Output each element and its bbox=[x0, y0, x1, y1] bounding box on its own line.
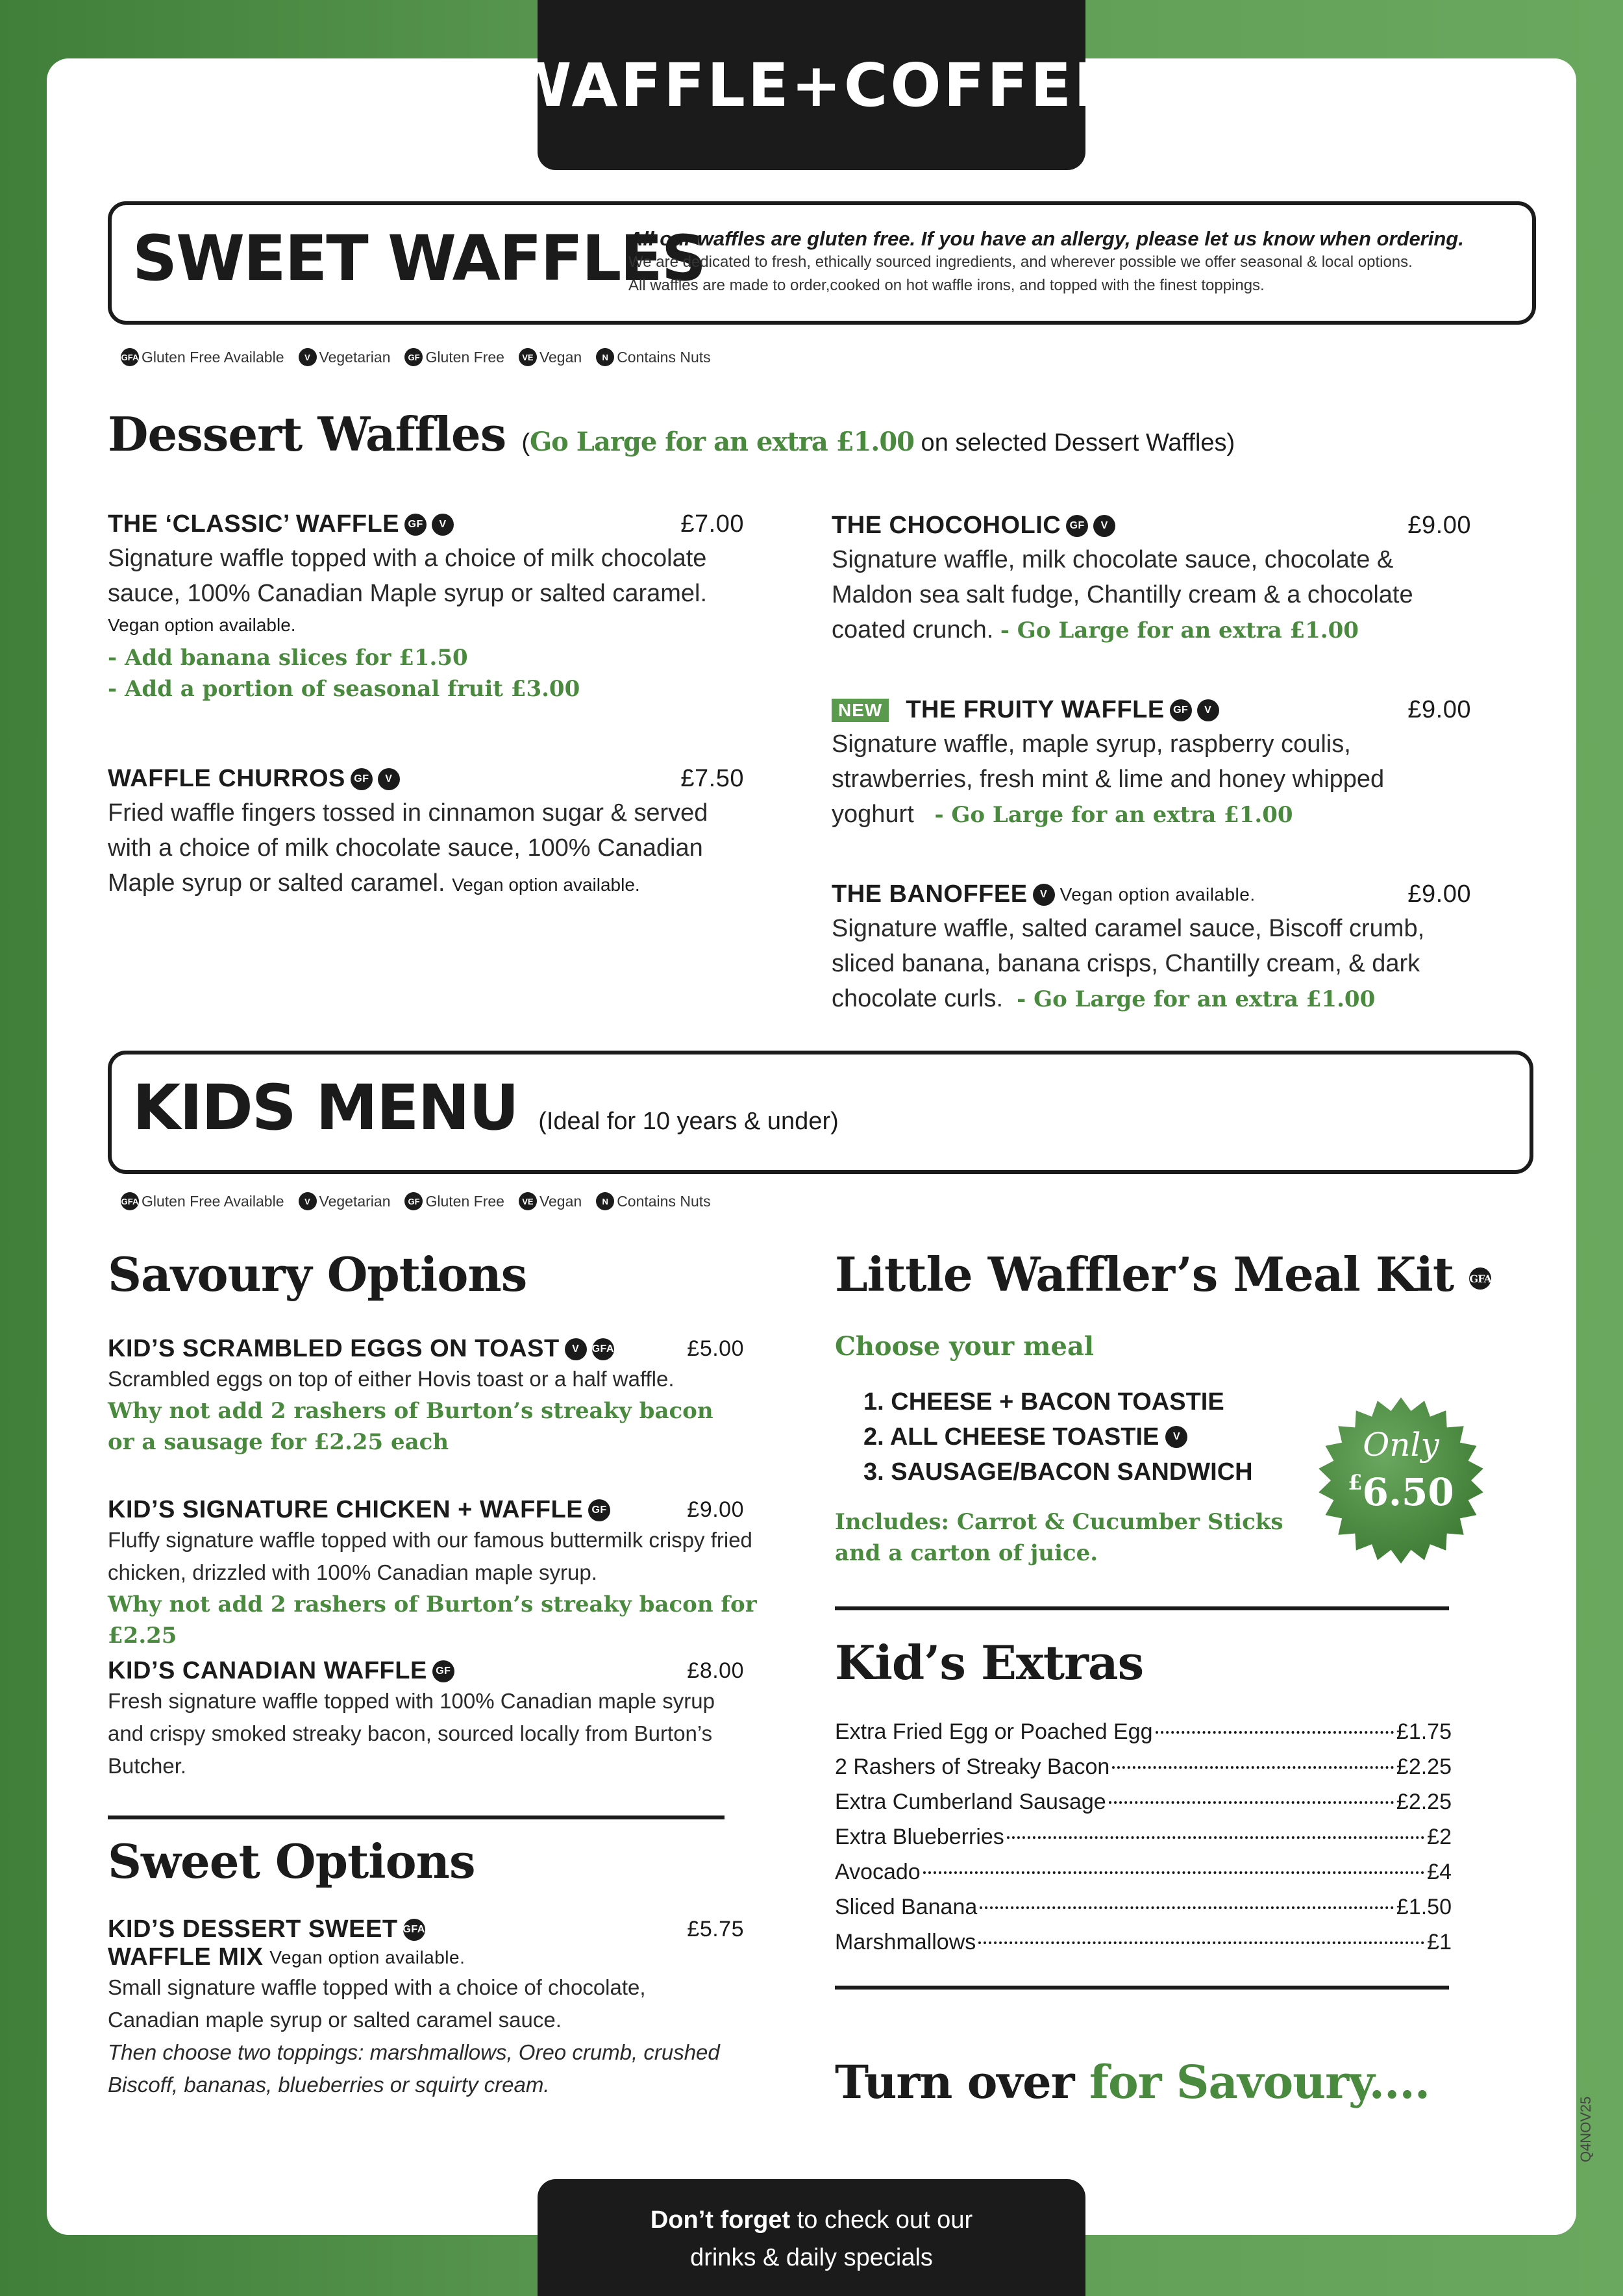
banoffee-vegan-note: Vegan option available. bbox=[1059, 884, 1256, 905]
dessert-mix-vegan-note: Vegan option available. bbox=[269, 1947, 465, 1967]
gluten-free-icon: GF bbox=[588, 1499, 610, 1521]
menu-code: Q4NOV25 bbox=[1578, 2096, 1594, 2162]
gluten-free-icon: GF bbox=[404, 514, 427, 536]
classic-waffle-item bbox=[108, 510, 744, 705]
kids-dessert-item bbox=[108, 1915, 744, 2101]
footer-rest: to check out our bbox=[790, 2206, 973, 2234]
nuts-icon: N bbox=[596, 1192, 614, 1210]
dessert-mix-toppings: Then choose two toppings: marshmallows, Oreo crumb, crushed Biscoff, bananas, blueberries or squirty cream. bbox=[108, 2040, 720, 2097]
fruity-go-large: - Go Large for an extra £1.00 bbox=[934, 802, 1293, 828]
banoffee-name: THE BANOFFEE bbox=[832, 880, 1028, 908]
chocoholic-go-large: - Go Large for an extra £1.00 bbox=[1000, 618, 1359, 643]
extra-item bbox=[835, 1925, 1452, 1960]
dietary-legend bbox=[121, 348, 711, 366]
badge-price: 6.50 bbox=[1362, 1470, 1454, 1514]
meal-option-3-label: 3. SAUSAGE/BACON SANDWICH bbox=[863, 1458, 1253, 1486]
includes-line2: and a carton of juice. bbox=[835, 1540, 1098, 1566]
choose-your-meal: Choose your meal bbox=[835, 1331, 1095, 1362]
chocoholic-item bbox=[832, 512, 1471, 648]
fruity-waffle-item bbox=[832, 696, 1471, 832]
legend-gluten-free: Gluten Free bbox=[425, 1192, 504, 1210]
legend-vegetarian: Vegetarian bbox=[319, 348, 391, 366]
legend-vegetarian: Vegetarian bbox=[319, 1192, 391, 1210]
footer-line2: drinks & daily specials bbox=[690, 2244, 933, 2271]
savoury-options-heading: Savoury Options bbox=[108, 1247, 527, 1302]
kids-extras-list bbox=[835, 1714, 1452, 1960]
legend-nuts: Contains Nuts bbox=[617, 348, 711, 366]
chicken-desc: Fluffy signature waffle topped with our famous buttermilk crispy fried chicken, drizzled with 100% Canadian maple syrup. bbox=[108, 1528, 752, 1584]
meal-kit-heading bbox=[835, 1247, 1491, 1302]
chocoholic-desc: Signature waffle, milk chocolate sauce, chocolate & Maldon sea salt fudge, Chantilly cream & a chocolate coated crunch. bbox=[832, 546, 1413, 643]
dessert-go-large: Go Large for an extra £1.00 bbox=[530, 427, 914, 457]
vegetarian-icon: V bbox=[1093, 515, 1115, 537]
extra-item-price: £2.25 bbox=[1396, 1754, 1452, 1779]
chocoholic-name: THE CHOCOHOLIC bbox=[832, 512, 1061, 539]
made-to-order-note: All waffles are made to order,cooked on hot waffle irons, and topped with the finest toppings. bbox=[628, 277, 1265, 294]
turn-over-black: Turn over bbox=[835, 2055, 1089, 2109]
gfa-icon: GFA bbox=[121, 1192, 139, 1210]
legend-nuts: Contains Nuts bbox=[617, 1192, 711, 1210]
gluten-free-icon: GF bbox=[404, 1192, 423, 1210]
extra-item bbox=[835, 1854, 1452, 1890]
dessert-mix-price: £5.75 bbox=[687, 1917, 744, 1941]
vegetarian-icon: V bbox=[1033, 884, 1055, 906]
kids-menu-title bbox=[132, 1071, 839, 1144]
vegan-icon: VE bbox=[519, 348, 537, 366]
footer-tab bbox=[538, 2179, 1085, 2296]
legend-gluten-free: Gluten Free bbox=[425, 348, 504, 366]
classic-vegan-note: Vegan option available. bbox=[108, 615, 296, 635]
classic-addon-banana: - Add banana slices for £1.50 bbox=[108, 645, 468, 671]
gfa-icon: GFA bbox=[403, 1919, 425, 1941]
new-tag: NEW bbox=[832, 699, 889, 722]
banoffee-price: £9.00 bbox=[1407, 880, 1471, 908]
leader-dots bbox=[1112, 1766, 1394, 1769]
leader-dots bbox=[980, 1906, 1394, 1909]
meal-option-1 bbox=[863, 1384, 1253, 1419]
legend-gfa: Gluten Free Available bbox=[142, 1192, 284, 1210]
dessert-sub-close: on selected Dessert Waffles) bbox=[914, 429, 1235, 456]
waffle-churros-item bbox=[108, 765, 744, 903]
extra-item-price: £4 bbox=[1427, 1860, 1452, 1884]
extra-item-label: Sliced Banana bbox=[835, 1895, 978, 1919]
vegetarian-icon: V bbox=[378, 768, 400, 790]
includes-line1: Includes: Carrot & Cucumber Sticks bbox=[835, 1509, 1283, 1535]
eggs-name: KID’S SCRAMBLED EGGS ON TOAST bbox=[108, 1335, 560, 1362]
extra-item-label: Extra Cumberland Sausage bbox=[835, 1790, 1106, 1814]
brand-logo: WAFFLE+COFFEE bbox=[538, 0, 1085, 170]
churros-name: WAFFLE CHURROS bbox=[108, 765, 345, 792]
extra-item-price: £2 bbox=[1427, 1825, 1452, 1849]
nuts-icon: N bbox=[596, 348, 614, 366]
kids-extras-heading: Kid’s Extras bbox=[835, 1635, 1144, 1690]
meal-option-1-label: 1. CHEESE + BACON TOASTIE bbox=[863, 1388, 1224, 1416]
dessert-title: Dessert Waffles bbox=[108, 406, 506, 462]
sweet-options-heading: Sweet Options bbox=[108, 1834, 475, 1889]
kids-title: KIDS MENU bbox=[132, 1071, 518, 1144]
vegan-icon: VE bbox=[519, 1192, 537, 1210]
chicken-name: KID’S SIGNATURE CHICKEN + WAFFLE bbox=[108, 1496, 584, 1523]
vegetarian-icon: V bbox=[299, 1192, 317, 1210]
meal-option-3 bbox=[863, 1454, 1253, 1490]
classic-addon-fruit: - Add a portion of seasonal fruit £3.00 bbox=[108, 676, 580, 702]
meal-kit-divider bbox=[835, 1606, 1449, 1610]
extra-item-price: £1 bbox=[1427, 1930, 1452, 1954]
fruity-desc: Signature waffle, maple syrup, raspberry coulis, strawberries, fresh mint & lime and honey whipped yoghurt bbox=[832, 730, 1385, 828]
canadian-price: £8.00 bbox=[687, 1658, 744, 1683]
classic-price: £7.00 bbox=[680, 510, 744, 538]
vegetarian-icon: V bbox=[565, 1338, 587, 1360]
leader-dots bbox=[1007, 1836, 1424, 1839]
chicken-price: £9.00 bbox=[687, 1497, 744, 1522]
banoffee-go-large: - Go Large for an extra £1.00 bbox=[1017, 986, 1376, 1012]
legend-vegan: Vegan bbox=[539, 1192, 582, 1210]
extra-item-price: £1.50 bbox=[1396, 1895, 1452, 1919]
gfa-icon: GFA bbox=[121, 348, 139, 366]
turn-over-note bbox=[835, 2055, 1430, 2109]
legend-gfa: Gluten Free Available bbox=[142, 348, 284, 366]
leader-dots bbox=[978, 1941, 1424, 1944]
extra-item-label: Marshmallows bbox=[835, 1930, 976, 1954]
eggs-addon-line2: or a sausage for £2.25 each bbox=[108, 1429, 449, 1455]
extra-item-label: 2 Rashers of Streaky Bacon bbox=[835, 1754, 1110, 1779]
churros-vegan-note: Vegan option available. bbox=[452, 875, 640, 895]
extra-item bbox=[835, 1890, 1452, 1925]
extra-item-label: Extra Fried Egg or Poached Egg bbox=[835, 1719, 1153, 1744]
vegetarian-icon: V bbox=[299, 348, 317, 366]
kids-scrambled-eggs-item bbox=[108, 1335, 744, 1458]
sourcing-note: We are dedicated to fresh, ethically sourced ingredients, and wherever possible we offer seasonal & local options. bbox=[628, 253, 1413, 271]
gluten-free-icon: GF bbox=[432, 1660, 454, 1682]
fruity-price: £9.00 bbox=[1407, 696, 1471, 723]
banoffee-item bbox=[832, 880, 1471, 1017]
dessert-waffles-heading bbox=[108, 406, 1235, 462]
kids-canadian-waffle-item bbox=[108, 1657, 744, 1782]
sweet-waffles-title: SWEET WAFFLES bbox=[132, 222, 706, 295]
leader-dots bbox=[923, 1871, 1424, 1874]
classic-desc: Signature waffle topped with a choice of milk chocolate sauce, 100% Canadian Maple syrup or salted caramel. bbox=[108, 545, 708, 607]
gluten-free-icon: GF bbox=[1170, 699, 1192, 721]
sweet-waffles-note bbox=[628, 227, 1524, 297]
allergy-note: All our waffles are gluten free. If you have an allergy, please let us know when ordering. bbox=[628, 227, 1464, 250]
badge-currency: £ bbox=[1348, 1470, 1363, 1495]
banoffee-desc: Signature waffle, salted caramel sauce, Biscoff crumb, sliced banana, banana crisps, Chantilly cream, & dark chocolate curls. bbox=[832, 915, 1425, 1012]
gluten-free-icon: GF bbox=[404, 348, 423, 366]
vegetarian-icon: V bbox=[1165, 1426, 1187, 1448]
vegetarian-icon: V bbox=[432, 514, 454, 536]
extra-item bbox=[835, 1749, 1452, 1784]
meal-kit-title: Little Waffler’s Meal Kit bbox=[835, 1247, 1454, 1302]
extra-item bbox=[835, 1819, 1452, 1854]
dessert-mix-desc: Small signature waffle topped with a choice of chocolate, Canadian maple syrup or salted caramel sauce. bbox=[108, 1975, 646, 2032]
extra-item bbox=[835, 1714, 1452, 1749]
fruity-name: THE FRUITY WAFFLE bbox=[906, 696, 1165, 723]
leader-dots bbox=[1109, 1801, 1394, 1804]
gfa-icon: GFA bbox=[1469, 1267, 1491, 1290]
price-starburst-badge bbox=[1317, 1396, 1485, 1565]
chocoholic-price: £9.00 bbox=[1407, 512, 1471, 539]
churros-price: £7.50 bbox=[680, 765, 744, 792]
chicken-addon: Why not add 2 rashers of Burton’s streaky bacon for £2.25 bbox=[108, 1591, 757, 1649]
meal-options bbox=[863, 1384, 1253, 1490]
extra-item-price: £2.25 bbox=[1396, 1790, 1452, 1814]
dessert-mix-name-line2: WAFFLE MIX bbox=[108, 1943, 264, 1971]
kids-dietary-legend bbox=[121, 1192, 711, 1210]
badge-only-text: Only bbox=[1363, 1426, 1439, 1464]
leader-dots bbox=[1156, 1731, 1394, 1734]
savoury-divider bbox=[108, 1816, 725, 1819]
canadian-name: KID’S CANADIAN WAFFLE bbox=[108, 1657, 427, 1684]
eggs-addon-line1: Why not add 2 rashers of Burton’s streaky bacon bbox=[108, 1398, 713, 1424]
dessert-sub-open: ( bbox=[521, 429, 530, 456]
extra-item-label: Avocado bbox=[835, 1860, 921, 1884]
meal-kit-includes bbox=[835, 1506, 1283, 1569]
gluten-free-icon: GF bbox=[1066, 515, 1088, 537]
extra-item-price: £1.75 bbox=[1396, 1719, 1452, 1744]
meal-option-2-label: 2. ALL CHEESE TOASTIE bbox=[863, 1423, 1159, 1451]
dessert-mix-name-line1: KID’S DESSERT SWEET bbox=[108, 1915, 398, 1943]
kids-subtitle: (Ideal for 10 years & under) bbox=[538, 1108, 839, 1135]
legend-vegan: Vegan bbox=[539, 348, 582, 366]
eggs-price: £5.00 bbox=[687, 1336, 744, 1361]
extras-divider bbox=[835, 1986, 1449, 1990]
classic-name: THE ‘CLASSIC’ WAFFLE bbox=[108, 510, 400, 538]
extra-item bbox=[835, 1784, 1452, 1819]
vegetarian-icon: V bbox=[1197, 699, 1219, 721]
extra-item-label: Extra Blueberries bbox=[835, 1825, 1004, 1849]
turn-over-green: for Savoury.... bbox=[1089, 2055, 1430, 2109]
gfa-icon: GFA bbox=[592, 1338, 614, 1360]
canadian-desc: Fresh signature waffle topped with 100% Canadian maple syrup and crispy smoked streaky bacon, sourced locally from Burton’s Butcher. bbox=[108, 1689, 715, 1778]
kids-chicken-waffle-item bbox=[108, 1496, 763, 1651]
eggs-desc: Scrambled eggs on top of either Hovis toast or a half waffle. bbox=[108, 1367, 675, 1391]
churros-desc: Fried waffle fingers tossed in cinnamon sugar & served with a choice of milk chocolate sauce, 100% Canadian Maple syrup or salted caramel. bbox=[108, 799, 708, 897]
meal-option-2 bbox=[863, 1419, 1253, 1454]
gluten-free-icon: GF bbox=[351, 768, 373, 790]
footer-bold: Don’t forget bbox=[650, 2206, 791, 2234]
